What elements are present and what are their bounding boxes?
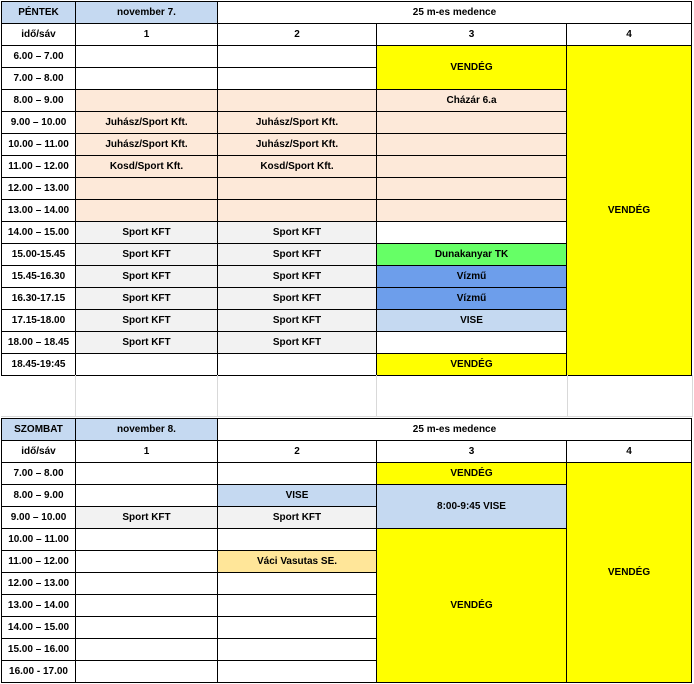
day-label: PÉNTEK [2, 2, 76, 24]
spacer-cell [1, 375, 76, 417]
time-slot: 18.45-19:45 [2, 354, 76, 376]
time-lane-header: idő/sáv [2, 441, 76, 463]
lane2-cell [218, 68, 377, 90]
lane-header-3: 3 [377, 24, 567, 46]
lane3-cell: Vízmű [377, 288, 567, 310]
lane2-cell: Sport KFT [218, 332, 377, 354]
lane3-guest-cell: VENDÉG [377, 529, 567, 683]
lane1-cell: Sport KFT [76, 222, 218, 244]
lane1-cell [76, 661, 218, 683]
lane1-cell: Sport KFT [76, 266, 218, 288]
lane2-cell [218, 661, 377, 683]
time-slot: 17.15-18.00 [2, 310, 76, 332]
time-slot: 14.00 – 15.00 [2, 222, 76, 244]
lane3-cell: Dunakanyar TK [377, 244, 567, 266]
lane3-cell [377, 156, 567, 178]
lane3-cell [377, 112, 567, 134]
lane1-cell [76, 463, 218, 485]
lane1-cell [76, 90, 218, 112]
lane1-cell [76, 200, 218, 222]
lane1-cell: Juhász/Sport Kft. [76, 134, 218, 156]
pool-label: 25 m-es medence [218, 2, 692, 24]
lane4-guest-cell: VENDÉG [567, 463, 692, 683]
date-label: november 7. [76, 2, 218, 24]
time-slot: 10.00 – 11.00 [2, 134, 76, 156]
time-slot: 8.00 – 9.00 [2, 485, 76, 507]
lane2-cell [218, 617, 377, 639]
lane2-cell: VISE [218, 485, 377, 507]
lane1-cell [76, 529, 218, 551]
lane2-cell: Sport KFT [218, 266, 377, 288]
lane2-cell: Juhász/Sport Kft. [218, 134, 377, 156]
lane1-cell: Sport KFT [76, 288, 218, 310]
saturday-schedule [1, 418, 692, 683]
lane3-cell: Vízmű [377, 266, 567, 288]
lane1-cell: Kosd/Sport Kft. [76, 156, 218, 178]
time-slot: 13.00 – 14.00 [2, 595, 76, 617]
spacer-cell [568, 375, 693, 417]
time-slot: 18.00 – 18.45 [2, 332, 76, 354]
day-label: SZOMBAT [2, 419, 76, 441]
lane2-cell [218, 90, 377, 112]
lane2-cell [218, 46, 377, 68]
lane1-cell: Sport KFT [76, 244, 218, 266]
time-slot: 16.00 - 17.00 [2, 661, 76, 683]
lane1-cell: Sport KFT [76, 332, 218, 354]
time-slot: 13.00 – 14.00 [2, 200, 76, 222]
lane3-cell: Cházár 6.a [377, 90, 567, 112]
lane-header-1: 1 [76, 24, 218, 46]
lane-header-4: 4 [567, 441, 692, 463]
time-slot: 11.00 – 12.00 [2, 156, 76, 178]
lane-header-3: 3 [377, 441, 567, 463]
lane4-guest-cell: VENDÉG [567, 46, 692, 376]
lane3-cell [377, 178, 567, 200]
time-slot: 15.45-16.30 [2, 266, 76, 288]
lane1-cell: Sport KFT [76, 310, 218, 332]
time-slot: 15.00-15.45 [2, 244, 76, 266]
time-lane-header: idő/sáv [2, 24, 76, 46]
lane3-cell [377, 332, 567, 354]
lane2-cell: Juhász/Sport Kft. [218, 112, 377, 134]
time-slot: 6.00 – 7.00 [2, 46, 76, 68]
lane3-cell [377, 222, 567, 244]
lane2-cell: Váci Vasutas SE. [218, 551, 377, 573]
lane1-cell [76, 573, 218, 595]
lane-header-4: 4 [567, 24, 692, 46]
lane1-cell: Juhász/Sport Kft. [76, 112, 218, 134]
time-slot: 16.30-17.15 [2, 288, 76, 310]
time-slot: 14.00 – 15.00 [2, 617, 76, 639]
lane2-cell [218, 595, 377, 617]
lane1-cell [76, 68, 218, 90]
date-label: november 8. [76, 419, 218, 441]
lane2-cell [218, 463, 377, 485]
spacer-cell [377, 375, 568, 417]
lane3-cell [377, 134, 567, 156]
spacer-cell [76, 375, 218, 417]
lane2-cell [218, 529, 377, 551]
lane2-cell [218, 573, 377, 595]
time-slot: 15.00 – 16.00 [2, 639, 76, 661]
lane3-guest-cell: VENDÉG [377, 46, 567, 90]
time-slot: 12.00 – 13.00 [2, 178, 76, 200]
friday-schedule [1, 1, 692, 376]
lane2-cell [218, 639, 377, 661]
lane2-cell [218, 354, 377, 376]
lane1-cell [76, 639, 218, 661]
lane2-cell: Sport KFT [218, 244, 377, 266]
time-slot: 7.00 – 8.00 [2, 463, 76, 485]
lane2-cell: Sport KFT [218, 288, 377, 310]
lane-header-2: 2 [218, 24, 377, 46]
time-slot: 10.00 – 11.00 [2, 529, 76, 551]
pool-label: 25 m-es medence [218, 419, 692, 441]
lane1-cell [76, 485, 218, 507]
time-slot: 9.00 – 10.00 [2, 507, 76, 529]
lane1-cell [76, 551, 218, 573]
lane3-cell: VISE [377, 310, 567, 332]
lane1-cell [76, 46, 218, 68]
lane2-cell: Sport KFT [218, 507, 377, 529]
lane1-cell: Sport KFT [76, 507, 218, 529]
lane-header-2: 2 [218, 441, 377, 463]
lane-header-1: 1 [76, 441, 218, 463]
lane1-cell [76, 178, 218, 200]
lane2-cell: Sport KFT [218, 222, 377, 244]
lane1-cell [76, 617, 218, 639]
lane3-vise-cell: 8:00-9:45 VISE [377, 485, 567, 529]
time-slot: 9.00 – 10.00 [2, 112, 76, 134]
spacer-cell [218, 375, 377, 417]
spacer-rows [1, 375, 693, 417]
time-slot: 12.00 – 13.00 [2, 573, 76, 595]
lane3-cell [377, 200, 567, 222]
time-slot: 11.00 – 12.00 [2, 551, 76, 573]
lane2-cell [218, 200, 377, 222]
lane1-cell [76, 595, 218, 617]
lane2-cell [218, 178, 377, 200]
lane3-guest-cell: VENDÉG [377, 463, 567, 485]
time-slot: 7.00 – 8.00 [2, 68, 76, 90]
lane1-cell [76, 354, 218, 376]
lane2-cell: Sport KFT [218, 310, 377, 332]
lane3-guest-cell: VENDÉG [377, 354, 567, 376]
lane2-cell: Kosd/Sport Kft. [218, 156, 377, 178]
time-slot: 8.00 – 9.00 [2, 90, 76, 112]
